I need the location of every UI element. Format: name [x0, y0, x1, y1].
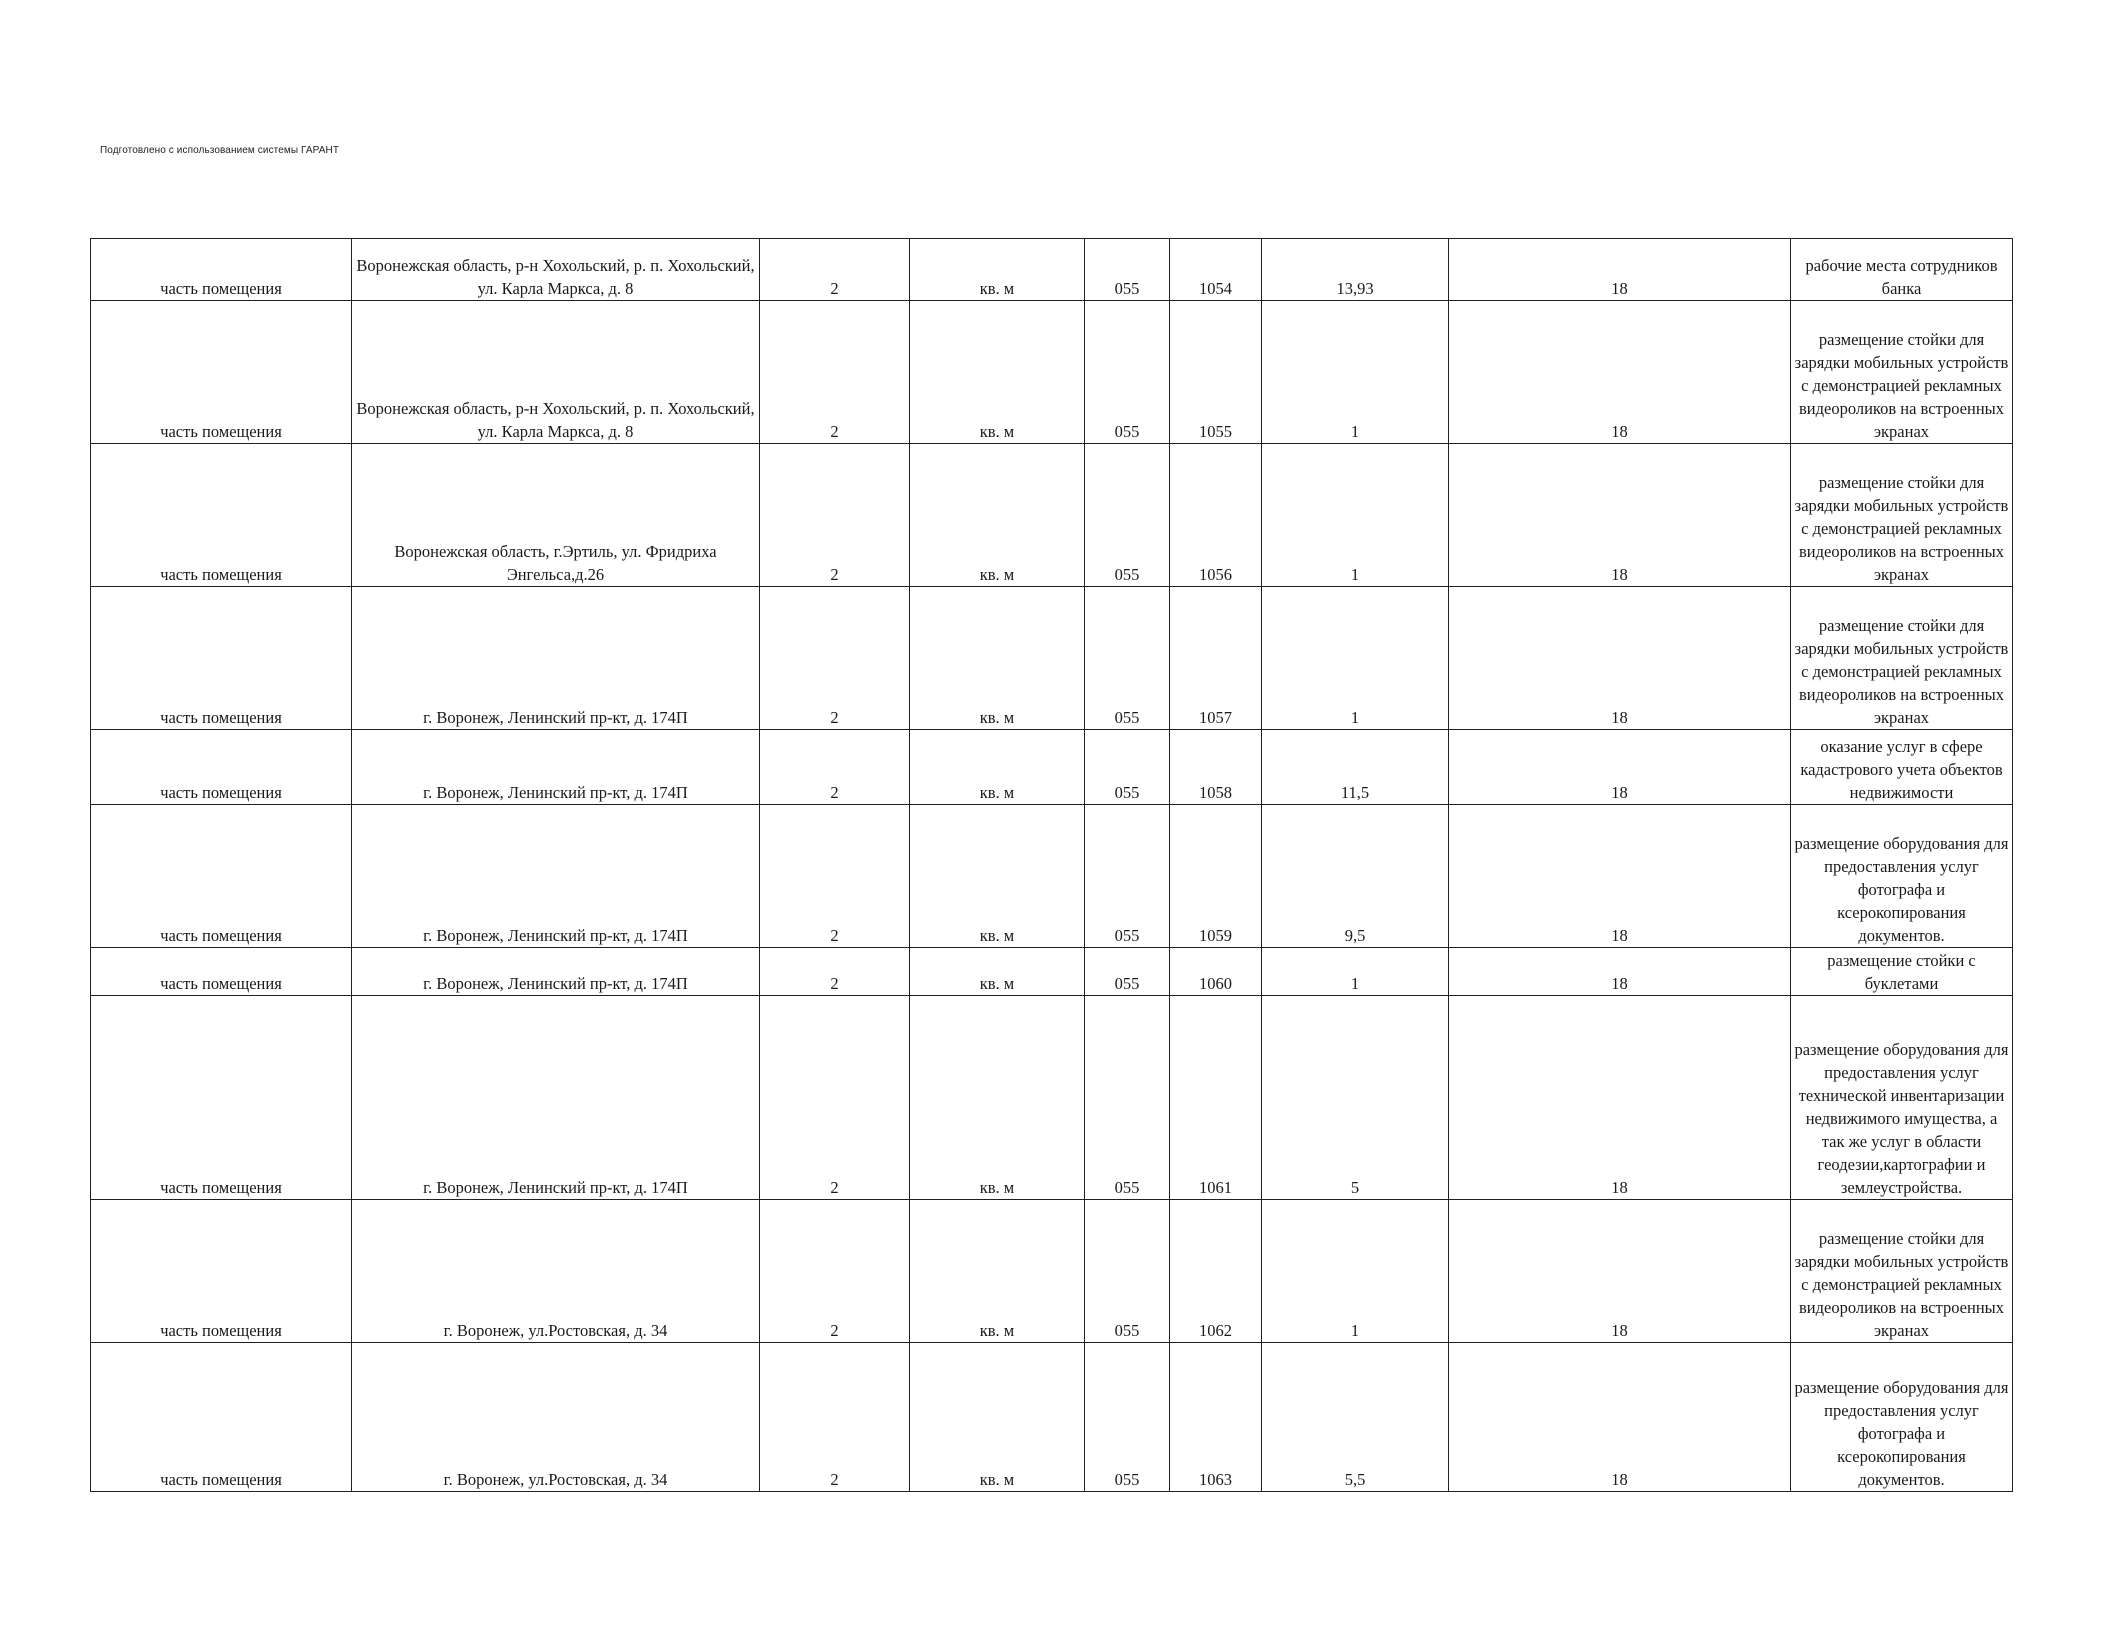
cell-area: 5: [1262, 996, 1449, 1200]
table-row: [91, 730, 2013, 805]
cell-period: 18: [1449, 730, 1791, 805]
cell-address: г. Воронеж, Ленинский пр-кт, д. 174П: [352, 996, 760, 1200]
cell-type: часть помещения: [91, 948, 352, 996]
cell-number: 2: [760, 587, 910, 730]
cell-type: часть помещения: [91, 805, 352, 948]
cell-purpose: размещение стойки для зарядки мобильных устройств с демонстрацией рекламных видеороликов на встроенных экранах: [1791, 1200, 2013, 1343]
cell-type: часть помещения: [91, 587, 352, 730]
cell-area: 1: [1262, 444, 1449, 587]
cell-number: 2: [760, 948, 910, 996]
cell-purpose: размещение оборудования для предоставления услуг фотографа и ксерокопирования документов.: [1791, 805, 2013, 948]
table-row: [91, 805, 2013, 948]
cell-number: 2: [760, 1343, 910, 1492]
table-row: [91, 301, 2013, 444]
cell-period: 18: [1449, 301, 1791, 444]
cell-object-code: 1057: [1170, 587, 1262, 730]
cell-okei-code: 055: [1085, 730, 1170, 805]
cell-object-code: 1059: [1170, 805, 1262, 948]
cell-okei-code: 055: [1085, 948, 1170, 996]
cell-address: г. Воронеж, ул.Ростовская, д. 34: [352, 1200, 760, 1343]
cell-purpose: размещение стойки для зарядки мобильных устройств с демонстрацией рекламных видеороликов на встроенных экранах: [1791, 587, 2013, 730]
cell-type: часть помещения: [91, 1200, 352, 1343]
cell-okei-code: 055: [1085, 1200, 1170, 1343]
cell-okei-code: 055: [1085, 996, 1170, 1200]
cell-area: 1: [1262, 301, 1449, 444]
cell-area: 1: [1262, 587, 1449, 730]
cell-purpose: оказание услуг в сфере кадастрового учета объектов недвижимости: [1791, 730, 2013, 805]
table-row: [91, 1200, 2013, 1343]
cell-type: часть помещения: [91, 239, 352, 301]
cell-purpose: размещение оборудования для предоставления услуг технической инвентаризации недвижимого имущества, а так же услуг в области геодезии,картографии и землеустройства.: [1791, 996, 2013, 1200]
cell-object-code: 1056: [1170, 444, 1262, 587]
cell-unit: кв. м: [910, 1343, 1085, 1492]
cell-area: 1: [1262, 948, 1449, 996]
cell-type: часть помещения: [91, 996, 352, 1200]
cell-purpose: размещение стойки для зарядки мобильных устройств с демонстрацией рекламных видеороликов на встроенных экранах: [1791, 301, 2013, 444]
cell-object-code: 1055: [1170, 301, 1262, 444]
cell-number: 2: [760, 1200, 910, 1343]
cell-area: 5,5: [1262, 1343, 1449, 1492]
cell-address: г. Воронеж, ул.Ростовская, д. 34: [352, 1343, 760, 1492]
cell-okei-code: 055: [1085, 805, 1170, 948]
cell-purpose: размещение стойки с буклетами: [1791, 948, 2013, 996]
cell-area: 9,5: [1262, 805, 1449, 948]
cell-purpose: размещение стойки для зарядки мобильных устройств с демонстрацией рекламных видеороликов на встроенных экранах: [1791, 444, 2013, 587]
cell-address: Воронежская область, г.Эртиль, ул. Фридриха Энгельса,д.26: [352, 444, 760, 587]
cell-okei-code: 055: [1085, 301, 1170, 444]
cell-purpose: рабочие места сотрудников банка: [1791, 239, 2013, 301]
cell-object-code: 1061: [1170, 996, 1262, 1200]
cell-unit: кв. м: [910, 1200, 1085, 1343]
cell-number: 2: [760, 444, 910, 587]
cell-object-code: 1062: [1170, 1200, 1262, 1343]
cell-type: часть помещения: [91, 730, 352, 805]
header-note: Подготовлено с использованием системы ГАРАНТ: [100, 145, 340, 156]
cell-area: 11,5: [1262, 730, 1449, 805]
cell-object-code: 1058: [1170, 730, 1262, 805]
cell-period: 18: [1449, 948, 1791, 996]
cell-type: часть помещения: [91, 301, 352, 444]
cell-area: 13,93: [1262, 239, 1449, 301]
cell-type: часть помещения: [91, 1343, 352, 1492]
cell-area: 1: [1262, 1200, 1449, 1343]
cell-purpose: размещение оборудования для предоставления услуг фотографа и ксерокопирования документов.: [1791, 1343, 2013, 1492]
cell-okei-code: 055: [1085, 239, 1170, 301]
cell-period: 18: [1449, 587, 1791, 730]
cell-number: 2: [760, 301, 910, 444]
table-row: [91, 239, 2013, 301]
cell-type: часть помещения: [91, 444, 352, 587]
cell-unit: кв. м: [910, 948, 1085, 996]
cell-object-code: 1063: [1170, 1343, 1262, 1492]
cell-address: г. Воронеж, Ленинский пр-кт, д. 174П: [352, 730, 760, 805]
cell-okei-code: 055: [1085, 587, 1170, 730]
cell-number: 2: [760, 730, 910, 805]
cell-unit: кв. м: [910, 805, 1085, 948]
cell-number: 2: [760, 239, 910, 301]
cell-unit: кв. м: [910, 444, 1085, 587]
cell-object-code: 1054: [1170, 239, 1262, 301]
table-row: [91, 1343, 2013, 1492]
cell-okei-code: 055: [1085, 444, 1170, 587]
cell-unit: кв. м: [910, 301, 1085, 444]
table-row: [91, 996, 2013, 1200]
cell-period: 18: [1449, 1200, 1791, 1343]
registry-table: [90, 238, 2013, 1492]
cell-period: 18: [1449, 444, 1791, 587]
table-row: [91, 948, 2013, 996]
table-row: [91, 587, 2013, 730]
cell-number: 2: [760, 996, 910, 1200]
cell-period: 18: [1449, 1343, 1791, 1492]
table-row: [91, 444, 2013, 587]
cell-unit: кв. м: [910, 996, 1085, 1200]
cell-address: г. Воронеж, Ленинский пр-кт, д. 174П: [352, 948, 760, 996]
cell-unit: кв. м: [910, 730, 1085, 805]
cell-address: Воронежская область, р-н Хохольский, р. п. Хохольский, ул. Карла Маркса, д. 8: [352, 301, 760, 444]
cell-unit: кв. м: [910, 587, 1085, 730]
cell-period: 18: [1449, 805, 1791, 948]
cell-unit: кв. м: [910, 239, 1085, 301]
cell-number: 2: [760, 805, 910, 948]
cell-address: г. Воронеж, Ленинский пр-кт, д. 174П: [352, 805, 760, 948]
cell-address: г. Воронеж, Ленинский пр-кт, д. 174П: [352, 587, 760, 730]
cell-address: Воронежская область, р-н Хохольский, р. п. Хохольский, ул. Карла Маркса, д. 8: [352, 239, 760, 301]
cell-object-code: 1060: [1170, 948, 1262, 996]
cell-period: 18: [1449, 996, 1791, 1200]
cell-period: 18: [1449, 239, 1791, 301]
cell-okei-code: 055: [1085, 1343, 1170, 1492]
